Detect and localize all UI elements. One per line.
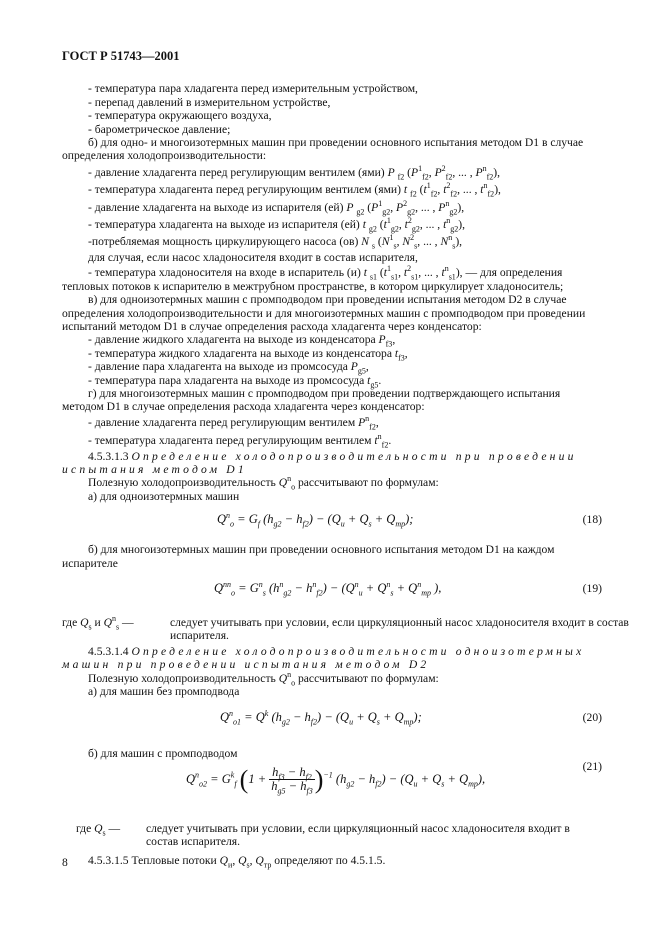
list-item: - давление пара хладагента на выходе из промсосуда $P_{g5}$, <box>88 360 369 376</box>
list-item: - барометрическое давление; <box>88 122 231 136</box>
equation-19: $Q^{nn}_o = G^n_s$ $(h^n_{g2} - h^n_{f2}) - (Q^n_и + Q^n_s + Q^n_{тр}$ ), (19) <box>214 579 602 598</box>
equation-20: $Q^n_{o1} = Q^k$ $(h_{g2} - h_{f2}) - (Q_и + Q_s + Q_{тр})$; (20) <box>220 708 602 727</box>
paragraph-g: г) для многоизотермных машин с промподводом при проведении подтверждающего испытания методом D1 в случае определения расхода хладагента через конденсатор: <box>62 386 561 414</box>
paragraph: Полезную холодопроизводительность $Q^n_o$ рассчитывают по формулам: <box>88 669 439 688</box>
equation-18: $Q^n_o = G_f$ $(h_{g2} - h_{f2}) - (Q_и + Q_s + Q_{тр})$; (18) <box>217 511 602 529</box>
paragraph: Полезную холодопроизводительность $Q^n_o$ рассчитывают по формулам: <box>88 474 439 492</box>
paragraph: б) для многоизотермных машин при проведении основного испытания методом D1 на каждом испарителе <box>62 543 555 570</box>
list-item: - давление жидкого хладагента на выходе из конденсатора $P_{f3}$, <box>88 333 396 349</box>
standard-header: ГОСТ Р 51743—2001 <box>62 49 180 63</box>
list-item: - температура хладагента перед регулирующим вентилем $t^n_{f2}$. <box>88 432 392 450</box>
list-item: - температура жидкого хладагента на выходе из конденсатора $t_{f3}$, <box>88 346 408 363</box>
paragraph: а) для машин без промподвода <box>88 685 240 699</box>
list-item: - температура хладоносителя на входе в испаритель (и) t $_{s1}$ ($t^1_{s1}$, $t^2_{s1}$, ... , $t^n_{s1}$), — для определения тепловых потоков к испарителю в межтрубном пространстве, в котором циркулирует хладоноситель; <box>62 264 564 293</box>
paragraph: а) для одноизотермных машин <box>88 489 240 503</box>
paragraph-b: б) для одно- и многоизотермных машин при проведении основного испытания методом D1 в случае определения холодопроизводительности: <box>62 136 584 163</box>
list-item: - давление хладагента на выходе из испарителя (ей) P $_{g2}$ ($P^1_{g2}$, $P^2_{g2}$, ... , $P^n_{g2}$), <box>88 198 465 216</box>
paragraph-v: в) для одноизотермных машин с промподводом при проведении испытания методом D2 в случае определения холодопроизводительности и для многоизотермных машин с промподводом при проведении испытаний методом D1 в случае определения расхода хладагента через конденсатор: <box>62 293 586 333</box>
list-item: - температура пара хладагента перед измерительным устройством, <box>88 82 418 96</box>
where-clause: где $Q_s$ — следует учитывать при условии, если циркуляционный насос хладоносителя входит в состав испарителя. <box>76 822 570 849</box>
list-item: - перепад давлений в измерительном устройстве, <box>88 95 331 109</box>
list-item: -потребляемая мощность циркулирующего насоса (ов) N $_s$ ($N^1_s$, $N^2_s$, ... , $N^n_s$), <box>88 233 463 251</box>
list-item: - температура пара хладагента на выходе из промсосуда $t_{g5}$. <box>88 373 382 389</box>
section-4-5-3-1-3-heading: 4.5.3.1.3 Определение холодопроизводительности при проведении испытания методом D1 <box>62 449 577 476</box>
list-item: - температура хладагента перед регулирующим вентилем (ями) t $_{f2}$ ($t^1_{f2}$, $t^2_{f2}$, ... , $t^n_{f2}$), <box>88 181 501 199</box>
list-item: - температура окружающего воздуха, <box>88 109 272 123</box>
list-item: - давление хладагента перед регулирующим вентилем $P^n_{f2}$, <box>88 413 379 432</box>
page-number: 8 <box>62 856 68 869</box>
where-clause: где $Q_s$ и $Q^n_s$ — следует учитывать при условии, если циркуляционный насос хладоносителя входит в состав испарителя. <box>62 614 629 643</box>
list-item: для случая, если насос хладоносителя входит в состав испарителя, <box>88 250 418 264</box>
section-4-5-3-1-4-heading: 4.5.3.1.4 Определение холодопроизводительности одноизотермных машин при проведении испытания методом D2 <box>62 645 585 672</box>
list-item: - давление хладагента перед регулирующим вентилем (ями) P $_{f2}$ ($P^1_{f2}$, $P^2_{f2}$, ... , $P^n_{f2}$), <box>88 163 501 182</box>
list-item: - температура хладагента на выходе из испарителя (ей) t $_{g2}$ ($t^1_{g2}$, $t^2_{g2}$, ... , $t^n_{g2}$), <box>88 216 466 234</box>
document-page <box>62 49 629 870</box>
equation-21: $Q^n_{o2} = G^k_f$ (1 + $\frac{h_{f3} - h_{f2}}{h_{g5} - h_{f3}}$ )$^{-1}$ $(h_{g2} - h_{f2}) - (Q_и + Q_s + Q_{тр})$, (21) <box>186 760 602 796</box>
paragraph: б) для машин с промподводом <box>88 746 238 760</box>
paragraph: 4.5.3.1.5 Тепловые потоки $Q_и$, $Q_s$, $Q_{тр}$ определяют по 4.5.1.5. <box>88 854 386 870</box>
